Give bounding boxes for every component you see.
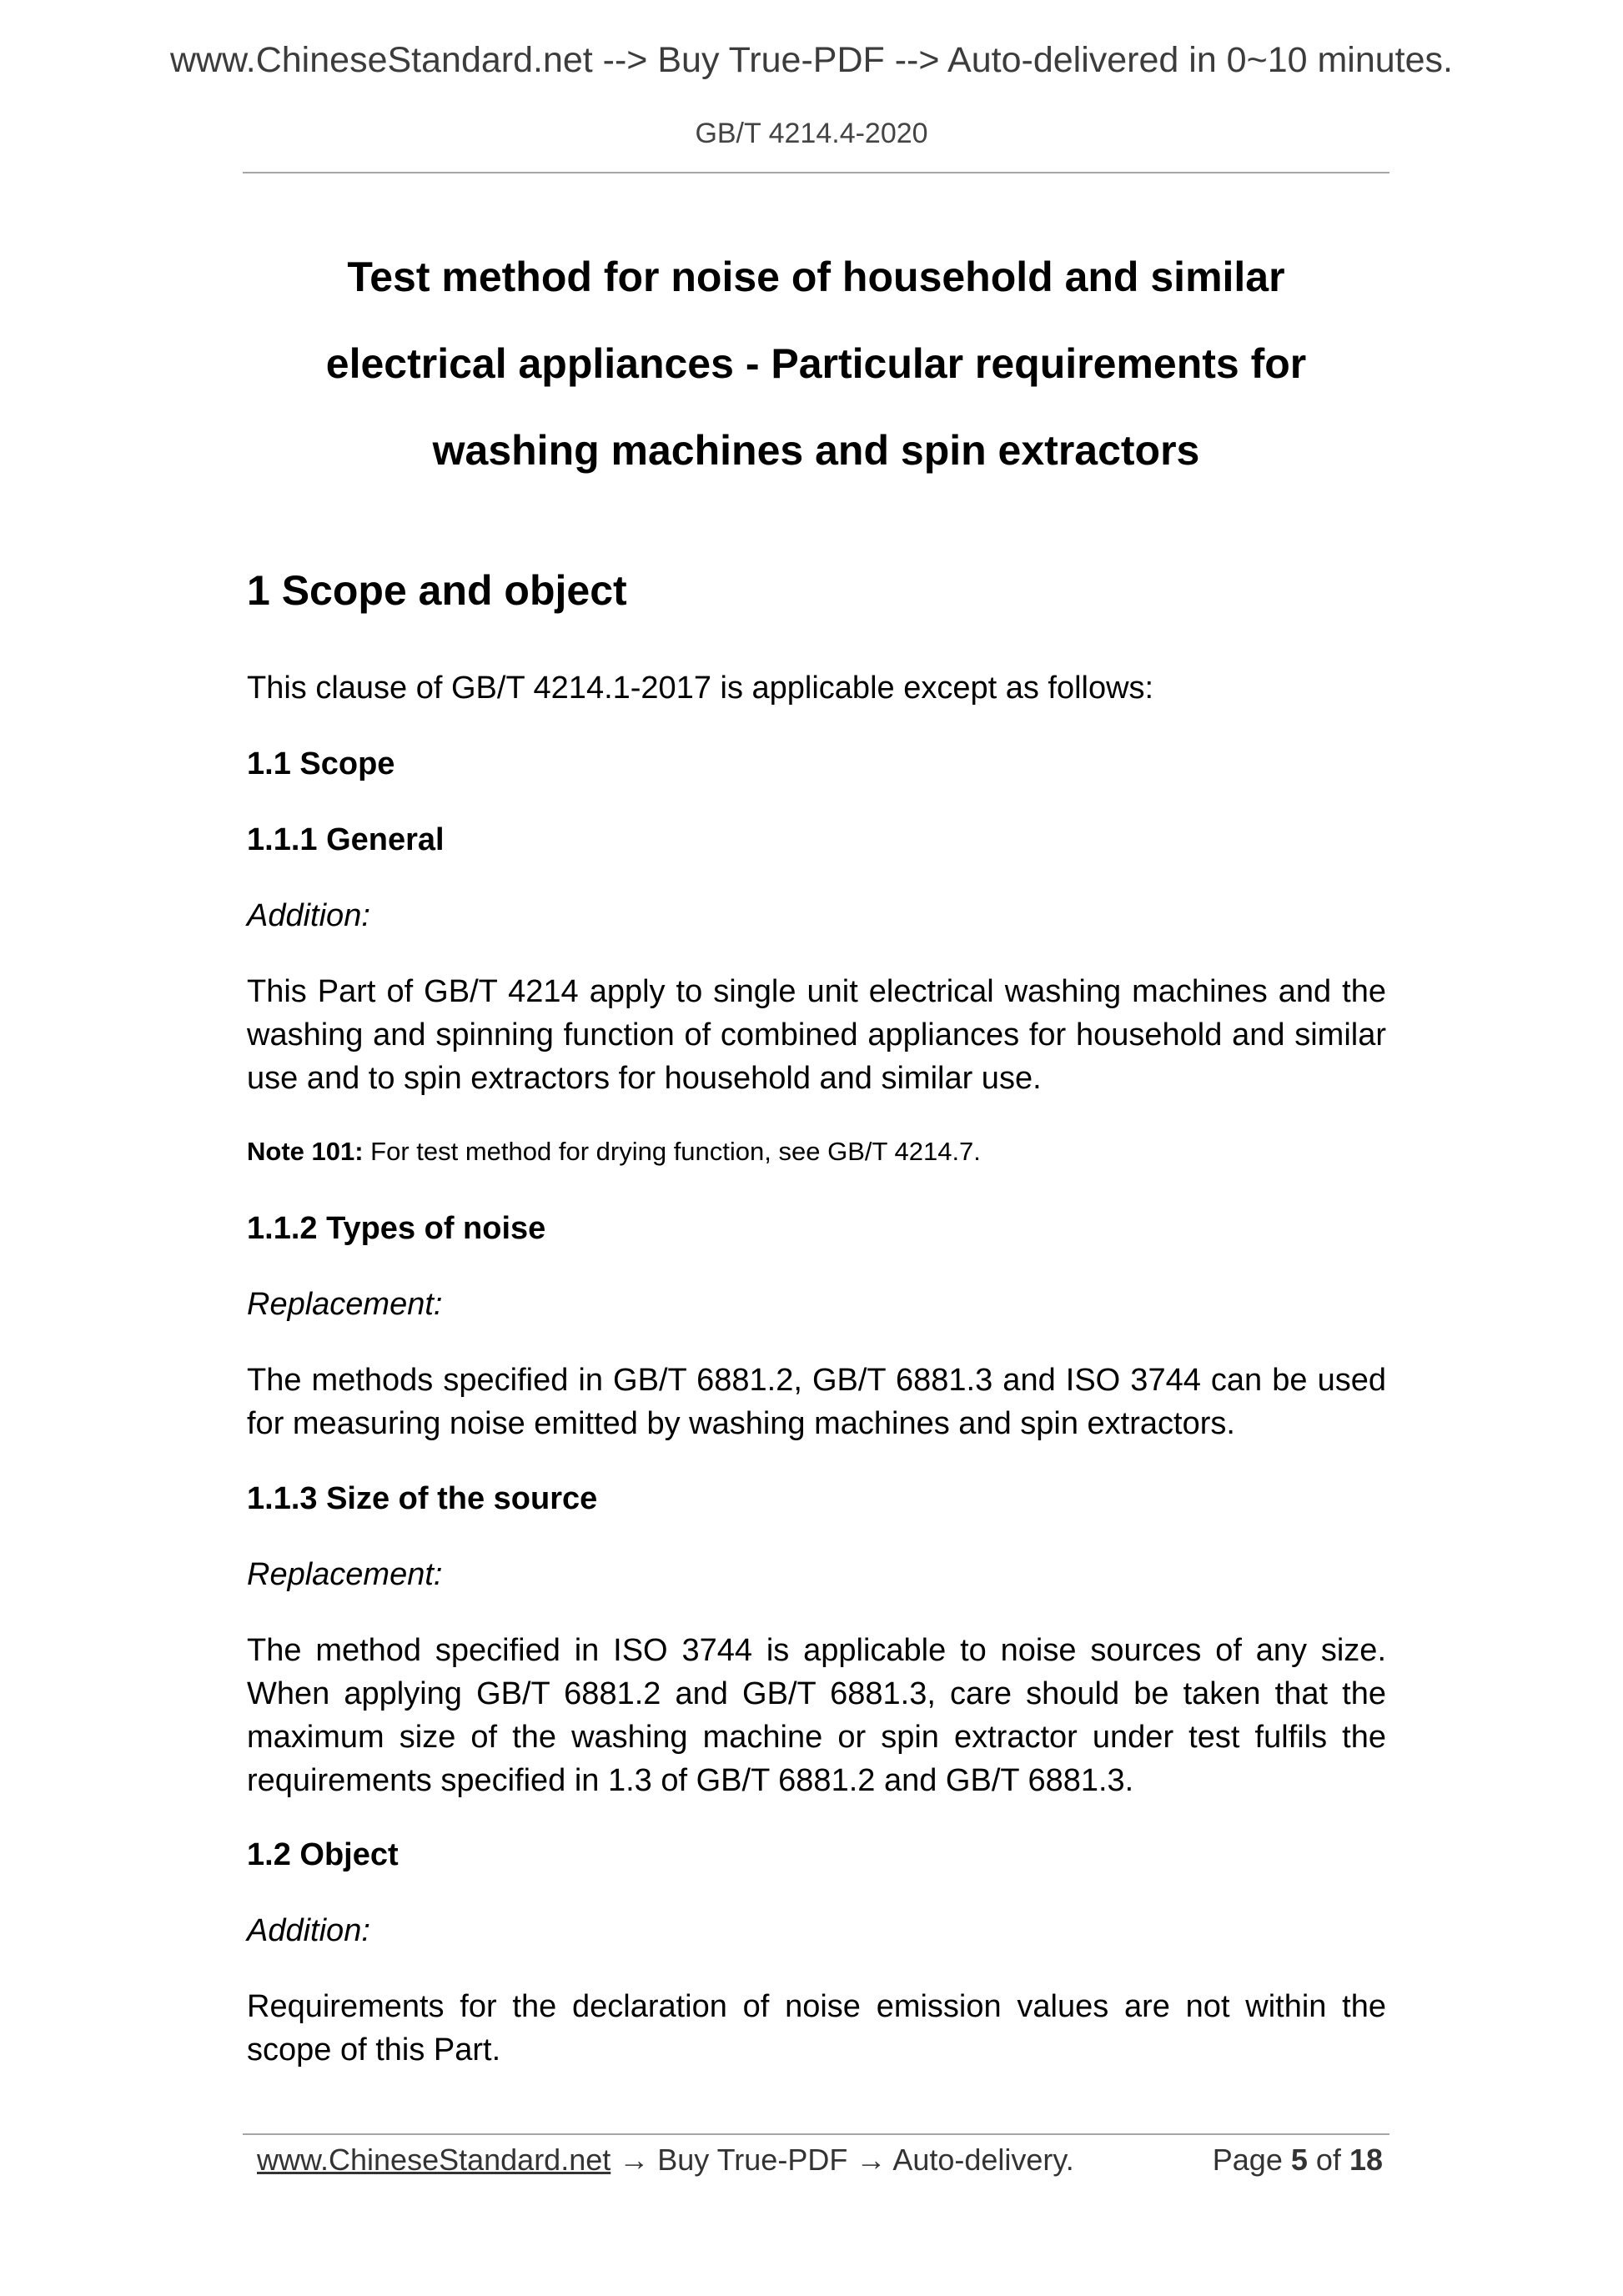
section-1-1-3-heading: 1.1.3 Size of the source	[247, 1481, 598, 1516]
of-word: of	[1315, 2143, 1341, 2177]
note-101-label: Note 101:	[247, 1137, 364, 1166]
section-1-2-body: Requirements for the declaration of noise emission values are not within the scope of this Part.	[247, 1989, 1386, 2067]
section-1-2-label: Addition:	[247, 1913, 370, 1948]
page-total: 18	[1349, 2143, 1383, 2177]
section-1-1-2-body: The methods specified in GB/T 6881.2, GB/T 6881.3 and ISO 3744 can be used for measuring noise emitted by washing machines and spin extractors.	[247, 1363, 1386, 1441]
footer-promo-text: → Buy True-PDF → Auto-delivery.	[611, 2143, 1074, 2177]
title-line-1: Test method for noise of household and similar	[347, 254, 1285, 300]
header-divider	[243, 172, 1389, 173]
section-1-1-3-body: The method specified in ISO 3744 is applicable to noise sources of any size. When applying GB/T 6881.2 and GB/T 6881.3, care should be taken that the maximum size of the washing machine or spin extractor under test fulfils the requirements specified in 1.3 of GB/T 6881.2 and GB/T 6881.3.	[247, 1633, 1386, 1798]
footer-site-link[interactable]: www.ChineseStandard.net	[257, 2143, 611, 2177]
document-title	[243, 234, 1389, 494]
section-1-1-3-label: Replacement:	[247, 1557, 443, 1592]
note-101-text: For test method for drying function, see GB/T 4214.7.	[363, 1137, 981, 1166]
page-indicator	[1213, 2135, 1383, 2185]
section-1-2-heading: 1.2 Object	[247, 1837, 399, 1872]
section-1-1-2-heading: 1.1.2 Types of noise	[247, 1211, 546, 1246]
document-code: GB/T 4214.4-2020	[695, 118, 928, 149]
footer-promo	[257, 2135, 1074, 2185]
section-1-1-heading: 1.1 Scope	[247, 746, 395, 781]
section-1-1-1-body: This Part of GB/T 4214 apply to single unit electrical washing machines and the washing and spinning function of combined appliances for household and similar use and to spin extractors for household and similar use.	[247, 974, 1386, 1096]
page-footer	[257, 2135, 1383, 2185]
section-1-1-1-label: Addition:	[247, 898, 370, 933]
section-1-intro: This clause of GB/T 4214.1-2017 is applicable except as follows:	[247, 671, 1154, 706]
page-current: 5	[1290, 2143, 1308, 2177]
title-line-3: washing machines and spin extractors	[432, 427, 1200, 474]
note-101	[247, 1133, 1386, 1170]
title-line-2: electrical appliances - Particular requirements for	[325, 340, 1307, 387]
section-1-heading: 1 Scope and object	[247, 567, 627, 614]
section-1-1-2-label: Replacement:	[247, 1287, 443, 1322]
page-word: Page	[1212, 2143, 1283, 2177]
site-banner: www.ChineseStandard.net --> Buy True-PDF --> Auto-delivered in 0~10 minutes.	[169, 40, 1453, 80]
section-1-1-1-heading: 1.1.1 General	[247, 822, 445, 857]
